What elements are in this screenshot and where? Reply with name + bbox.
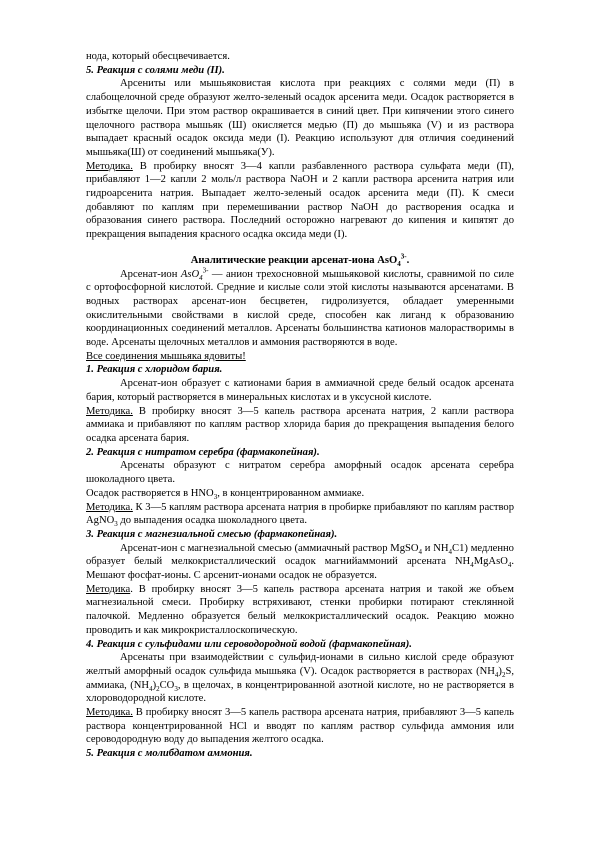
subscript: 4	[149, 684, 153, 693]
text-part: , в щелочах, в концентрированной азотной кислоте, но не растворяется в хлороводородной кислоте.	[86, 679, 515, 705]
method-text: В пробирку вносят 3—5 капель раствора арсената натрия, 2 капли раствора аммиака и прибавляют по каплям раствор хлорида бария до прекращения выпадения белого осадка арсената бария.	[86, 405, 514, 444]
method-label: Методика.	[86, 160, 133, 172]
section-heading-copper: 5. Реакция с солями меди (II).	[86, 64, 225, 76]
subscript: 4	[507, 561, 512, 570]
section-heading-silver: 2. Реакция с нитратом серебра (фармакопейная).	[86, 446, 320, 458]
subscript: 2	[501, 671, 506, 680]
title-superscript: 3-	[400, 252, 407, 261]
document-page	[86, 50, 514, 761]
method-label: Методика.	[86, 707, 133, 719]
subscript: 4	[470, 561, 474, 570]
title-subscript: 4	[397, 259, 401, 268]
subscript: 4	[448, 547, 453, 556]
text-part: , в концентрированном аммиаке.	[217, 487, 365, 499]
barium-paragraph: Арсенат-ион образует с катионами бария в аммиачной среде белый осадок арсената бария, который растворяется в минеральных кислотах и в уксусной кислоте.	[86, 378, 514, 403]
text-part: )	[152, 679, 157, 691]
title-end: .	[406, 254, 410, 266]
method-text: до выпадения осадка шоколадного цвета.	[117, 515, 308, 527]
copper-method	[86, 160, 514, 242]
subscript: 3	[114, 520, 118, 529]
text-part: S, аммиака, (NH	[86, 665, 514, 691]
silver-method	[86, 501, 514, 528]
method-text: В пробирку вносят 3—4 капли разбавленного раствора сульфата меди (П), прибавляют 1—2 капли 2 моль/л раствора NaOH и 2 капли раствора арсенита натрия или гидроарсенита натрия. Выпадает желто-зеленый осадок арсенита меди (П). К смеси добавляют по каплям при перемешивании раствор NaOH до растворения осадка и образования синего раствора. Последний осторожно нагревают до кипения и кипятят до прекращения выпадения красного осадка оксида меди (I).	[86, 160, 514, 241]
sulfide-paragraph	[86, 651, 514, 706]
section-heading-molybdate: 5. Реакция с молибдатом аммония.	[86, 748, 253, 760]
title-text: Аналитические реакции арсенат-иона AsO	[190, 254, 398, 266]
section-heading-magnesia: 3. Реакция с магнезиальной смесью (фармакопейная).	[86, 528, 338, 540]
arsenate-section-title	[86, 254, 514, 268]
method-label: Методика	[86, 583, 131, 595]
text-part: и NH	[422, 542, 449, 554]
silver-paragraph: Арсенаты образуют с нитратом серебра аморфный осадок арсената серебра шоколадного цвета.	[86, 460, 514, 486]
section-heading-sulfide: 4. Реакция с сульфидами или сероводородной водой (фармакопейная).	[86, 638, 412, 650]
text-part: MgAsO	[473, 556, 508, 568]
warning-text: Все соединения мышьяка ядовиты!	[86, 350, 246, 362]
text-part: . Мешают фосфат-ионы. С арсенит-ионами осадок не образуется.	[86, 556, 514, 582]
spacer	[86, 242, 514, 254]
copper-paragraph: Арсениты или мышьяковистая кислота при реакциях с солями меди (П) в слабощелочной среде образуют желто-зеленый осадок арсенита меди. Осадок растворяется в избытке щелочи. При этом раствор окрашивается в синий цвет. При кипячении этого синего щелочного раствора мышьяк (Ш) окисляется медью (П) до мышьяка (V) и из раствора выпадает красный осадок оксида меди (I). Реакцию используют для отличия соединений мышьяка(Ш) от соединений мышьяка(У).	[86, 78, 514, 158]
method-text: К 3—5 каплям раствора арсената натрия в пробирке прибавляют по каплям раствор AgNO	[86, 501, 514, 527]
ion-superscript: 3-	[202, 266, 209, 275]
text-part: Арсенат-ион с магнезиальной смесью (аммиачный раствор MgSO	[120, 542, 419, 554]
intro-start: Арсенат-ион	[120, 268, 181, 280]
text-part: CO	[159, 679, 175, 691]
subscript: 4	[494, 671, 499, 680]
subscript: 3	[174, 684, 178, 693]
method-text: . В пробирку вносят 3—5 капель раствора арсената натрия и такой же объем магнезиальной смеси. Пробирку встряхивают, стенки пробирки потирают стеклянной палочкой. Медленно образуется белый мелкокристаллический осадок. Реакцию можно проводить и как микрокристаллоскопическую.	[86, 583, 514, 636]
ion-subscript: 4	[199, 273, 203, 282]
sulfide-method	[86, 706, 514, 747]
text-part: Осадок растворяется в HNO	[86, 487, 214, 499]
text-part: Арсенаты при взаимодействии с сульфид-ионами в сильно кислой среде образуют желтый аморфный осадок сульфида мышьяка (V). Осадок растворяется в растворах (NH	[86, 652, 514, 677]
section-heading-barium: 1. Реакция с хлоридом бария.	[86, 364, 223, 376]
ion-formula: AsO	[180, 268, 200, 280]
barium-method	[86, 405, 514, 446]
subscript: 3	[213, 492, 218, 501]
magnesia-method	[86, 583, 514, 638]
silver-dissolve-line	[86, 487, 514, 501]
text-part: )	[498, 665, 502, 677]
subscript: 4	[418, 547, 423, 556]
method-text: В пробирку вносят 3—5 капель раствора арсената натрия, прибавляют 3—5 капель раствора концентрированной HCl и вводят по каплям раствор сульфида аммония или сероводородную воду до выпадения желтого осадка.	[86, 707, 514, 746]
magnesia-paragraph	[86, 542, 514, 583]
intro-line: нода, который обесцвечивается.	[86, 51, 230, 62]
text-part: C1) медленно образует белый мелкокристаллический осадок магнийаммоний арсената NH	[86, 542, 514, 568]
method-label: Методика.	[86, 501, 133, 513]
method-label: Методика.	[86, 405, 133, 417]
subscript: 2	[156, 684, 160, 693]
intro-rest: — анион трехосновной мышьяковой кислоты, сравнимой по силе с ортофосфорной кислотой. Средние и кислые соли этой кислоты называются арсенатами. В водных растворах арсенат-ион бесцветен, гидролизуется, обладает умеренными окислительными свойствами в кислой среде, способен как лиганд к образованию координационных соединений металлов. Арсенаты большинства катионов малорастворимы в воде. Арсенаты щелочных металлов и аммония растворяются в воде.	[86, 268, 514, 349]
arsenate-intro-paragraph	[86, 268, 514, 350]
